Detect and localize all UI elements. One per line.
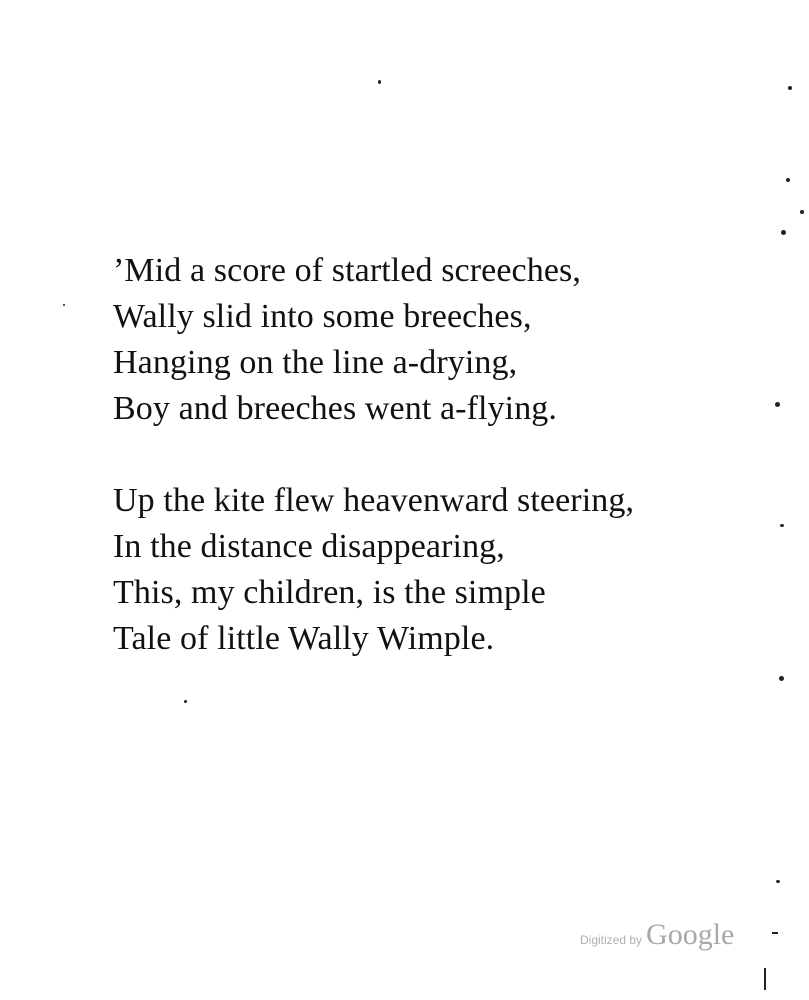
poem-line: Boy and breeches went a-flying. <box>113 390 558 427</box>
poem-line: Tale of little Wally Wimple. <box>113 620 495 657</box>
poem-line: ’Mid a score of startled screeches, <box>113 252 581 289</box>
poem-line: In the distance disappearing, <box>113 528 505 565</box>
digitized-watermark <box>580 918 734 952</box>
scan-speck <box>788 86 792 90</box>
stanza-1 <box>113 248 581 432</box>
scan-speck <box>184 700 187 703</box>
poem-line: This, my children, is the simple <box>113 574 546 611</box>
watermark-prefix: Digitized by <box>580 933 643 947</box>
scan-speck <box>775 402 780 407</box>
stanza-2 <box>113 478 634 662</box>
scan-mark <box>764 968 766 990</box>
scan-mark <box>772 932 778 934</box>
scan-speck <box>781 230 786 235</box>
poem-line: Up the kite flew heavenward steering, <box>113 482 635 519</box>
poem-line: Wally slid into some breeches, <box>113 298 532 335</box>
scan-speck <box>786 178 790 182</box>
scan-speck <box>779 676 784 681</box>
scan-speck <box>780 524 784 527</box>
scan-speck <box>776 880 780 883</box>
watermark-brand: Google <box>646 918 735 951</box>
scan-speck <box>378 80 381 84</box>
scan-speck <box>800 210 804 214</box>
poem-line: Hanging on the line a-drying, <box>113 344 518 381</box>
scan-speck <box>63 304 65 306</box>
